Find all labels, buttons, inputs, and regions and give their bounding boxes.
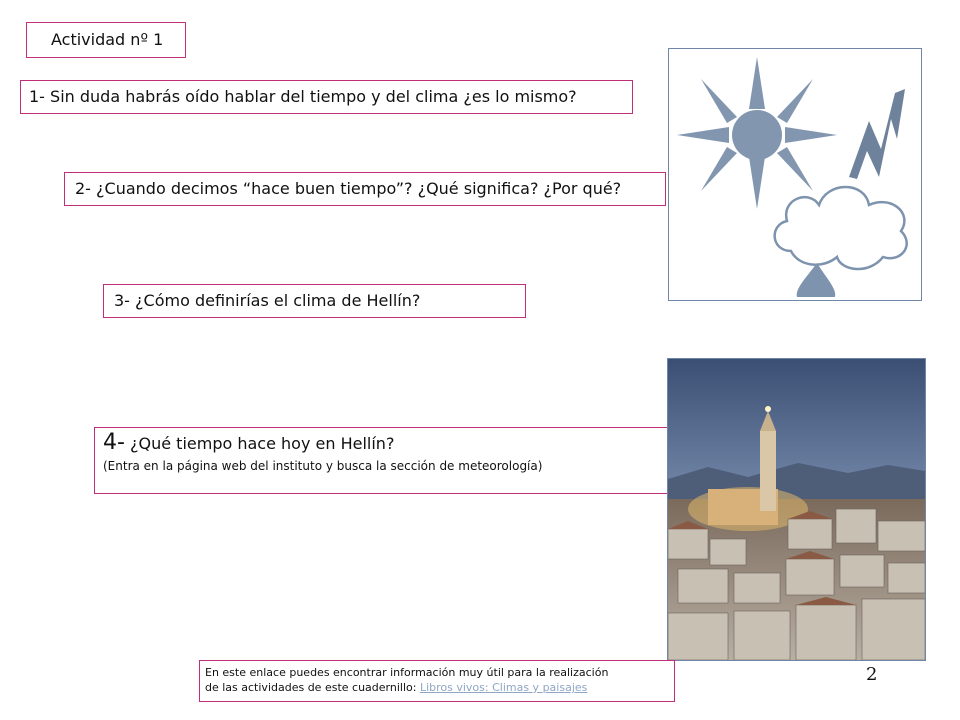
- note-line-2: de las actividades de este cuadernillo:: [205, 681, 420, 694]
- weather-symbols-icon: [669, 49, 921, 300]
- weather-illustration: [668, 48, 922, 301]
- question-4-number: 4-: [103, 430, 125, 455]
- question-1-text: 1- Sin duda habrás oído hablar del tiempo y del clima ¿es lo mismo?: [29, 87, 577, 106]
- question-2-text: 2- ¿Cuando decimos “hace buen tiempo”? ¿Qué significa? ¿Por qué?: [75, 179, 622, 198]
- resource-link[interactable]: Libros vivos: Climas y paisajes: [419, 681, 588, 694]
- question-3-box: [103, 284, 526, 318]
- question-2-box: [64, 172, 666, 206]
- question-4-hint: (Entra en la página web del instituto y busca la sección de meteorología): [103, 459, 543, 473]
- resource-note: [199, 660, 675, 702]
- activity-title: Actividad nº 1: [51, 30, 164, 49]
- question-1-box: [20, 80, 633, 114]
- hellin-town-photo: [667, 358, 926, 661]
- question-3-text: 3- ¿Cómo definirías el clima de Hellín?: [114, 291, 421, 310]
- question-4-text: ¿Qué tiempo hace hoy en Hellín?: [124, 434, 395, 453]
- note-line-2-wrap: [205, 680, 674, 695]
- activity-title-box: [26, 22, 186, 58]
- note-line-1: En este enlace puedes encontrar información muy útil para la realización: [205, 666, 609, 679]
- question-4-box: [94, 427, 669, 494]
- town-photo-illustration: [668, 359, 925, 660]
- page-number: 2: [866, 664, 878, 685]
